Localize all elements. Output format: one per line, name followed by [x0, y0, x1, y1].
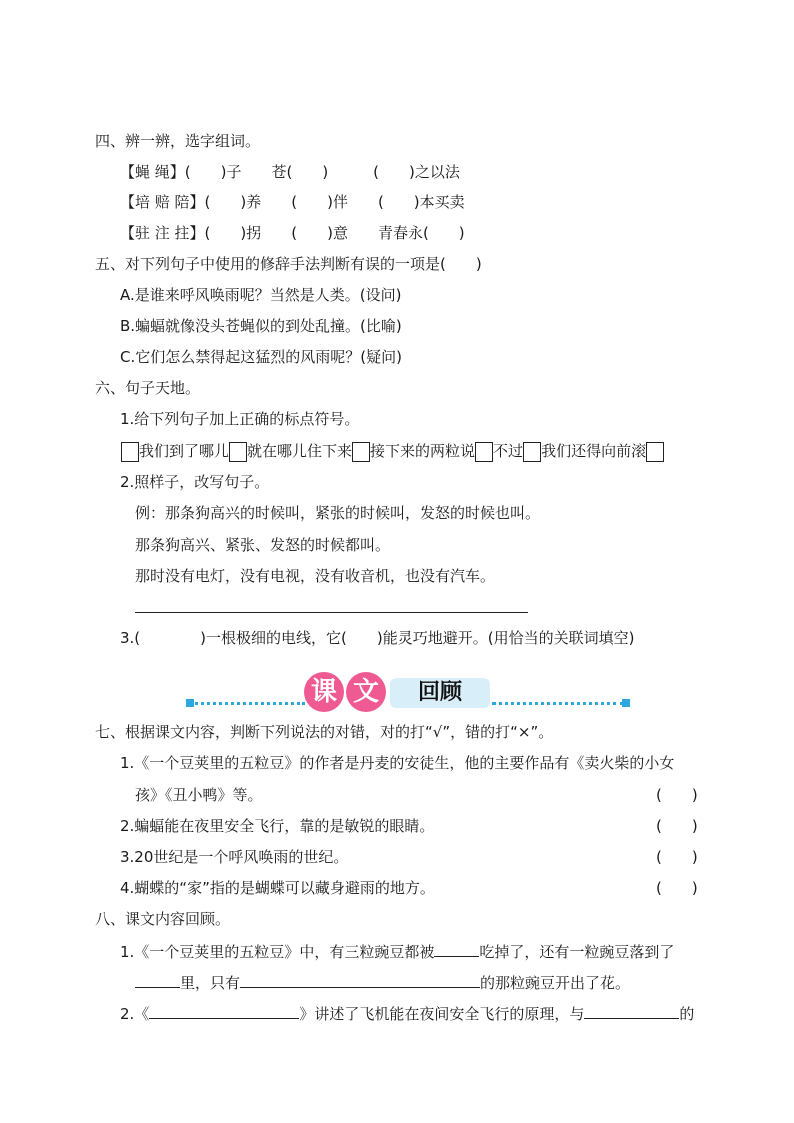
judge-item-4: 4.蝴蝶的“家”指的是蝴蝶可以藏身避雨的地方。	[120, 879, 435, 897]
recall-text: 里，只有	[180, 974, 241, 992]
punctuation-sentence	[121, 441, 664, 462]
recall-text: 1.《一个豆荚里的五粒豆》中，有三粒豌豆都被	[120, 943, 435, 961]
recall-line-2	[135, 971, 630, 993]
question-6-3: 3.( )一根极细的电线，它( )能灵巧地避开。(用恰当的关联词填空)	[120, 629, 635, 647]
judge-item-3: 3.20世纪是一个呼风唤雨的世纪。	[120, 848, 349, 866]
recall-line-3	[120, 1002, 694, 1024]
section-4-row-3: 【驻 注 拄】( )拐 ( )意 青春永( )	[120, 224, 465, 242]
section-7-title: 七、根据课文内容，判断下列说法的对错，对的打“√”，错的打“×”。	[95, 723, 554, 741]
punctuation-box[interactable]	[523, 442, 541, 462]
sentence-part: 就在哪儿住下来	[247, 442, 353, 460]
banner-square-right	[622, 699, 630, 707]
option-b: B.蝙蝠就像没头苍蝇似的到处乱撞。(比喻)	[120, 317, 402, 335]
answer-paren[interactable]: ( )	[656, 817, 698, 835]
punctuation-box[interactable]	[229, 442, 247, 462]
section-4-title: 四、辨一辨，选字组词。	[95, 132, 261, 150]
answer-paren[interactable]: ( )	[656, 879, 698, 897]
recall-text: 的	[679, 1005, 695, 1023]
judge-item-1-cont: 孩》《丑小鸭》等。	[135, 786, 263, 804]
recall-line-1	[120, 940, 674, 962]
judge-item-2: 2.蝙蝠能在夜里安全飞行，靠的是敏锐的眼睛。	[120, 817, 435, 835]
question-6-1: 1.给下列句子加上正确的标点符号。	[120, 410, 360, 428]
question-6-2: 2.照样子，改写句子。	[120, 473, 270, 491]
dotted-line-right	[492, 702, 624, 705]
recall-text: 的那粒豌豆开出了花。	[480, 974, 631, 992]
sentence-part: 不过	[493, 442, 524, 460]
answer-paren[interactable]: ( )	[656, 848, 698, 866]
dotted-line-left	[190, 702, 305, 705]
banner-label: 回顾	[390, 678, 490, 708]
judge-item-1: 1.《一个豆荚里的五粒豆》的作者是丹麦的安徒生，他的主要作品有《卖火柴的小女	[120, 754, 675, 772]
answer-paren[interactable]: ( )	[656, 786, 698, 804]
fill-blank[interactable]	[240, 971, 480, 988]
rewrite-task: 那时没有电灯，没有电视，没有收音机，也没有汽车。	[135, 567, 496, 585]
sentence-part: 我们还得向前滚	[541, 442, 647, 460]
example-sentence: 例：那条狗高兴的时候叫，紧张的时候叫，发怒的时候也叫。	[135, 504, 541, 522]
fill-blank[interactable]	[584, 1002, 679, 1019]
answer-line[interactable]	[135, 612, 528, 613]
banner-char-2: 文	[346, 672, 386, 712]
section-4-row-2: 【培 赔 陪】( )养 ( )伴 ( )本买卖	[120, 193, 465, 211]
punctuation-box[interactable]	[352, 442, 370, 462]
banner-square-left	[186, 699, 194, 707]
punctuation-box[interactable]	[646, 442, 664, 462]
recall-text: 》讲述了飞机能在夜间安全飞行的原理，与	[299, 1005, 585, 1023]
recall-text: 吃掉了，还有一粒豌豆落到了	[479, 943, 675, 961]
section-8-title: 八、课文内容回顾。	[95, 910, 231, 928]
section-banner	[180, 672, 630, 712]
example-answer: 那条狗高兴、紧张、发怒的时候都叫。	[135, 536, 391, 554]
section-5-title: 五、对下列句子中使用的修辞手法判断有误的一项是( )	[95, 255, 482, 273]
fill-blank[interactable]	[149, 1002, 299, 1019]
sentence-part: 我们到了哪儿	[139, 442, 230, 460]
punctuation-box[interactable]	[121, 442, 139, 462]
recall-text: 2.《	[120, 1005, 150, 1023]
fill-blank[interactable]	[135, 971, 180, 988]
option-c: C.它们怎么禁得起这猛烈的风雨呢？(疑问)	[120, 348, 402, 366]
fill-blank[interactable]	[434, 940, 479, 957]
option-a: A.是谁来呼风唤雨呢？当然是人类。(设问)	[120, 286, 402, 304]
section-4-row-1: 【蝇 绳】( )子 苍( ) ( )之以法	[120, 163, 460, 181]
section-6-title: 六、句子天地。	[95, 379, 201, 397]
sentence-part: 接下来的两粒说	[370, 442, 476, 460]
punctuation-box[interactable]	[475, 442, 493, 462]
banner-char-1: 课	[304, 672, 344, 712]
